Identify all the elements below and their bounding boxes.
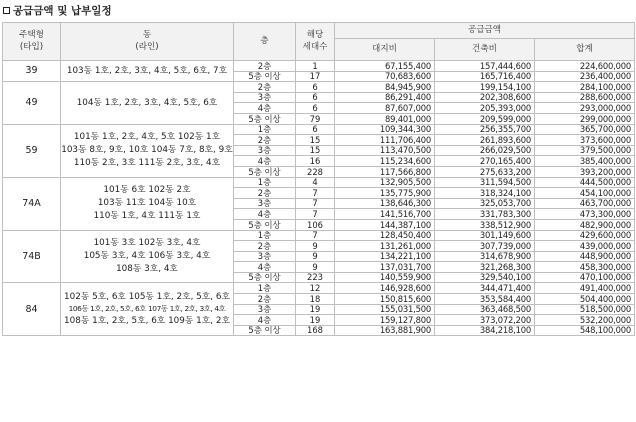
households-cell: 19 <box>296 315 335 326</box>
building-price-cell: 384,218,100 <box>435 325 535 336</box>
unit-type-cell: 59 <box>3 124 61 177</box>
supply-price-table <box>2 22 635 336</box>
header-dong: 동 (라인) <box>61 23 234 61</box>
floor-cell: 1층 <box>234 124 296 135</box>
households-cell: 6 <box>296 92 335 103</box>
table-row <box>3 61 635 72</box>
dong-line-text: 102동 5호, 6호 105동 1호, 2호, 5호, 6호 <box>64 292 230 303</box>
building-price-cell: 325,053,700 <box>435 198 535 209</box>
floor-cell: 5층 이상 <box>234 71 296 82</box>
total-price-cell: 454,100,000 <box>535 188 635 199</box>
total-price-cell: 518,500,000 <box>535 304 635 315</box>
land-price-cell: 86,291,400 <box>335 92 435 103</box>
floor-cell: 3층 <box>234 145 296 156</box>
dong-line-cell <box>61 230 234 283</box>
total-price-cell: 491,400,000 <box>535 283 635 294</box>
total-price-cell: 224,600,000 <box>535 61 635 72</box>
table-header <box>3 23 635 61</box>
total-price-cell: 373,600,000 <box>535 135 635 146</box>
dong-line-text: 101동 1호, 2호, 4호, 5호 102동 1호 <box>73 132 221 143</box>
total-price-cell: 470,100,000 <box>535 272 635 283</box>
floor-cell: 2층 <box>234 135 296 146</box>
households-cell: 223 <box>296 272 335 283</box>
floor-cell: 3층 <box>234 304 296 315</box>
building-price-cell: 318,324,100 <box>435 188 535 199</box>
unit-type-cell: 84 <box>3 283 61 336</box>
table-row <box>3 230 635 241</box>
floor-cell: 5층 이상 <box>234 272 296 283</box>
total-price-cell: 482,900,000 <box>535 219 635 230</box>
building-price-cell: 338,512,900 <box>435 219 535 230</box>
dong-line-text: 108동 3호, 4호 <box>116 263 178 274</box>
floor-cell: 2층 <box>234 294 296 305</box>
households-cell: 7 <box>296 209 335 220</box>
households-cell: 19 <box>296 304 335 315</box>
floor-cell: 5층 이상 <box>234 166 296 177</box>
unit-type-cell: 74B <box>3 230 61 283</box>
households-cell: 7 <box>296 230 335 241</box>
households-cell: 6 <box>296 124 335 135</box>
dong-line-text: 106동 1호, 2호, 5호, 6호 107동 1호, 2호, 3호, 4호 <box>68 304 226 314</box>
total-price-cell: 365,700,000 <box>535 124 635 135</box>
land-price-cell: 137,031,700 <box>335 262 435 273</box>
building-price-cell: 157,444,600 <box>435 61 535 72</box>
floor-cell: 4층 <box>234 315 296 326</box>
building-price-cell: 344,471,400 <box>435 283 535 294</box>
land-price-cell: 70,683,600 <box>335 71 435 82</box>
header-land: 대지비 <box>335 39 435 61</box>
households-cell: 9 <box>296 262 335 273</box>
households-cell: 15 <box>296 145 335 156</box>
households-cell: 1 <box>296 61 335 72</box>
households-cell: 9 <box>296 241 335 252</box>
land-price-cell: 84,945,900 <box>335 82 435 93</box>
building-price-cell: 199,154,100 <box>435 82 535 93</box>
header-floor: 층 <box>234 23 296 61</box>
households-cell: 18 <box>296 294 335 305</box>
floor-cell: 4층 <box>234 103 296 114</box>
households-cell: 16 <box>296 156 335 167</box>
building-price-cell: 205,393,000 <box>435 103 535 114</box>
floor-cell: 2층 <box>234 241 296 252</box>
households-cell: 6 <box>296 82 335 93</box>
land-price-cell: 113,470,500 <box>335 145 435 156</box>
households-cell: 79 <box>296 113 335 124</box>
land-price-cell: 140,559,900 <box>335 272 435 283</box>
land-price-cell: 132,905,500 <box>335 177 435 188</box>
dong-line-cell <box>61 61 234 82</box>
floor-cell: 1층 <box>234 283 296 294</box>
floor-cell: 5층 이상 <box>234 325 296 336</box>
dong-line-text: 103동 11호 104동 10호 <box>97 198 197 209</box>
section-title <box>3 2 112 18</box>
dong-line-text: 104동 1호, 2호, 3호, 4호, 5호, 6호 <box>76 97 218 108</box>
households-cell: 7 <box>296 188 335 199</box>
dong-line-text: 108동 1호, 2호, 5호, 6호 109동 1호, 2호 <box>64 315 230 326</box>
land-price-cell: 109,344,300 <box>335 124 435 135</box>
building-price-cell: 314,678,900 <box>435 251 535 262</box>
floor-cell: 4층 <box>234 156 296 167</box>
building-price-cell: 165,716,400 <box>435 71 535 82</box>
table-row <box>3 283 635 294</box>
land-price-cell: 159,127,800 <box>335 315 435 326</box>
households-cell: 15 <box>296 135 335 146</box>
land-price-cell: 150,815,600 <box>335 294 435 305</box>
header-type: 주택형 (타입) <box>3 23 61 61</box>
households-cell: 228 <box>296 166 335 177</box>
total-price-cell: 379,500,000 <box>535 145 635 156</box>
dong-line-text: 103동 1호, 2호, 3호, 4호, 5호, 6호, 7호 <box>66 65 228 76</box>
total-price-cell: 463,700,000 <box>535 198 635 209</box>
households-cell: 7 <box>296 198 335 209</box>
table-body <box>3 61 635 336</box>
header-price-group: 공급금액 <box>335 23 635 39</box>
total-price-cell: 439,000,000 <box>535 241 635 252</box>
table-row <box>3 177 635 188</box>
dong-line-text: 101동 3호 102동 3호, 4호 <box>93 238 201 249</box>
floor-cell: 3층 <box>234 92 296 103</box>
land-price-cell: 128,450,400 <box>335 230 435 241</box>
dong-line-text: 110동 1호, 4호 111동 1호 <box>93 210 201 221</box>
floor-cell: 1층 <box>234 230 296 241</box>
households-cell: 6 <box>296 103 335 114</box>
total-price-cell: 236,400,000 <box>535 71 635 82</box>
land-price-cell: 135,775,900 <box>335 188 435 199</box>
building-price-cell: 261,893,600 <box>435 135 535 146</box>
land-price-cell: 87,607,000 <box>335 103 435 114</box>
unit-type-cell: 49 <box>3 82 61 124</box>
building-price-cell: 373,072,200 <box>435 315 535 326</box>
floor-cell: 2층 <box>234 82 296 93</box>
households-cell: 106 <box>296 219 335 230</box>
dong-line-text: 103동 8호, 9호, 10호 104동 7호, 8호, 9호 <box>61 145 233 156</box>
total-price-cell: 458,300,000 <box>535 262 635 273</box>
floor-cell: 2층 <box>234 188 296 199</box>
building-price-cell: 363,468,500 <box>435 304 535 315</box>
total-price-cell: 448,900,000 <box>535 251 635 262</box>
total-price-cell: 299,000,000 <box>535 113 635 124</box>
land-price-cell: 134,221,100 <box>335 251 435 262</box>
unit-type-cell: 74A <box>3 177 61 230</box>
building-price-cell: 266,029,500 <box>435 145 535 156</box>
checkbox-square-icon <box>3 7 10 14</box>
dong-line-cell <box>61 124 234 177</box>
land-price-cell: 117,566,800 <box>335 166 435 177</box>
land-price-cell: 144,387,100 <box>335 219 435 230</box>
building-price-cell: 256,355,700 <box>435 124 535 135</box>
floor-cell: 4층 <box>234 209 296 220</box>
total-price-cell: 284,100,000 <box>535 82 635 93</box>
dong-line-cell <box>61 82 234 124</box>
floor-cell: 4층 <box>234 262 296 273</box>
header-total: 합계 <box>535 39 635 61</box>
land-price-cell: 115,234,600 <box>335 156 435 167</box>
floor-cell: 1층 <box>234 177 296 188</box>
dong-line-text: 101동 6호 102동 2호 <box>103 185 191 196</box>
building-price-cell: 307,739,000 <box>435 241 535 252</box>
building-price-cell: 209,599,000 <box>435 113 535 124</box>
land-price-cell: 89,401,000 <box>335 113 435 124</box>
floor-cell: 3층 <box>234 251 296 262</box>
building-price-cell: 202,308,600 <box>435 92 535 103</box>
building-price-cell: 353,584,400 <box>435 294 535 305</box>
table-row <box>3 82 635 93</box>
households-cell: 4 <box>296 177 335 188</box>
households-cell: 9 <box>296 251 335 262</box>
total-price-cell: 548,100,000 <box>535 325 635 336</box>
floor-cell: 5층 이상 <box>234 219 296 230</box>
building-price-cell: 321,268,300 <box>435 262 535 273</box>
total-price-cell: 385,400,000 <box>535 156 635 167</box>
floor-cell: 3층 <box>234 198 296 209</box>
total-price-cell: 429,600,000 <box>535 230 635 241</box>
header-households: 해당 세대수 <box>296 23 335 61</box>
floor-cell: 5층 이상 <box>234 113 296 124</box>
land-price-cell: 131,261,000 <box>335 241 435 252</box>
total-price-cell: 393,200,000 <box>535 166 635 177</box>
land-price-cell: 155,031,500 <box>335 304 435 315</box>
households-cell: 168 <box>296 325 335 336</box>
dong-line-text: 105동 3호, 4호 106동 3호, 4호 <box>83 251 211 262</box>
table-row <box>3 124 635 135</box>
total-price-cell: 293,000,000 <box>535 103 635 114</box>
land-price-cell: 141,516,700 <box>335 209 435 220</box>
total-price-cell: 288,600,000 <box>535 92 635 103</box>
land-price-cell: 138,646,300 <box>335 198 435 209</box>
total-price-cell: 444,500,000 <box>535 177 635 188</box>
building-price-cell: 311,594,500 <box>435 177 535 188</box>
building-price-cell: 301,149,600 <box>435 230 535 241</box>
header-building: 건축비 <box>435 39 535 61</box>
households-cell: 12 <box>296 283 335 294</box>
section-title-text: 공급금액 및 납부일정 <box>13 4 112 17</box>
building-price-cell: 331,783,300 <box>435 209 535 220</box>
land-price-cell: 163,881,900 <box>335 325 435 336</box>
building-price-cell: 270,165,400 <box>435 156 535 167</box>
building-price-cell: 329,540,100 <box>435 272 535 283</box>
building-price-cell: 275,633,200 <box>435 166 535 177</box>
dong-line-text: 110동 2호, 3호 111동 2호, 3호, 4호 <box>73 157 221 168</box>
total-price-cell: 532,200,000 <box>535 315 635 326</box>
land-price-cell: 67,155,400 <box>335 61 435 72</box>
land-price-cell: 111,706,400 <box>335 135 435 146</box>
total-price-cell: 473,300,000 <box>535 209 635 220</box>
total-price-cell: 504,400,000 <box>535 294 635 305</box>
unit-type-cell: 39 <box>3 61 61 82</box>
floor-cell: 2층 <box>234 61 296 72</box>
households-cell: 17 <box>296 71 335 82</box>
dong-line-cell <box>61 283 234 336</box>
land-price-cell: 146,928,600 <box>335 283 435 294</box>
dong-line-cell <box>61 177 234 230</box>
